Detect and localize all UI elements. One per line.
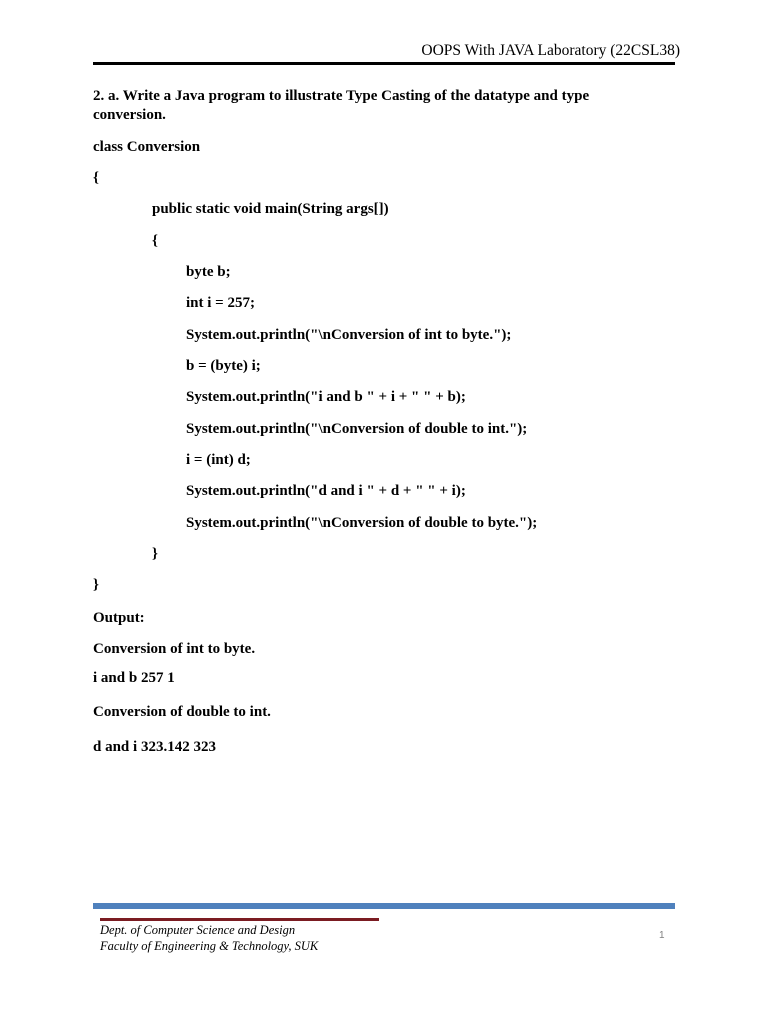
code-line-2: { — [93, 170, 99, 186]
code-line-11: i = (int) d; — [186, 452, 251, 468]
code-line-15: } — [93, 577, 99, 593]
code-line-13: System.out.println("\nConversion of double to byte."); — [186, 515, 538, 531]
header-rule — [93, 62, 675, 65]
code-line-3: public static void main(String args[]) — [152, 201, 389, 217]
footer-rule-blue — [93, 903, 675, 909]
code-line-6: int i = 257; — [186, 295, 255, 311]
code-line-14: } — [152, 546, 158, 562]
code-line-8: b = (byte) i; — [186, 358, 261, 374]
code-line-12: System.out.println("d and i " + d + " " + i); — [186, 483, 466, 499]
output-line-3: Conversion of double to int. — [93, 704, 271, 720]
code-line-1: class Conversion — [93, 139, 201, 155]
code-line-9: System.out.println("i and b " + i + " " + b); — [186, 389, 466, 405]
code-line-10: System.out.println("\nConversion of double to int."); — [186, 421, 528, 437]
output-label: Output: — [93, 610, 145, 626]
code-line-5: byte b; — [186, 264, 231, 280]
footer-faculty: Faculty of Engineering & Technology, SUK — [100, 939, 319, 953]
output-line-4: d and i 323.142 323 — [93, 739, 216, 755]
output-line-2: i and b 257 1 — [93, 670, 175, 686]
header-title: OOPS With JAVA Laboratory (22CSL38) — [421, 42, 680, 59]
output-line-1: Conversion of int to byte. — [93, 641, 256, 657]
page-number: 1 — [659, 930, 665, 941]
footer-dept: Dept. of Computer Science and Design — [100, 923, 296, 937]
footer-rule-red — [100, 918, 379, 921]
code-line-4: { — [152, 233, 158, 249]
code-line-7: System.out.println("\nConversion of int to byte."); — [186, 327, 512, 343]
question-heading: 2. a. Write a Java program to illustrate Type Casting of the datatype and type conversion. — [93, 88, 590, 123]
